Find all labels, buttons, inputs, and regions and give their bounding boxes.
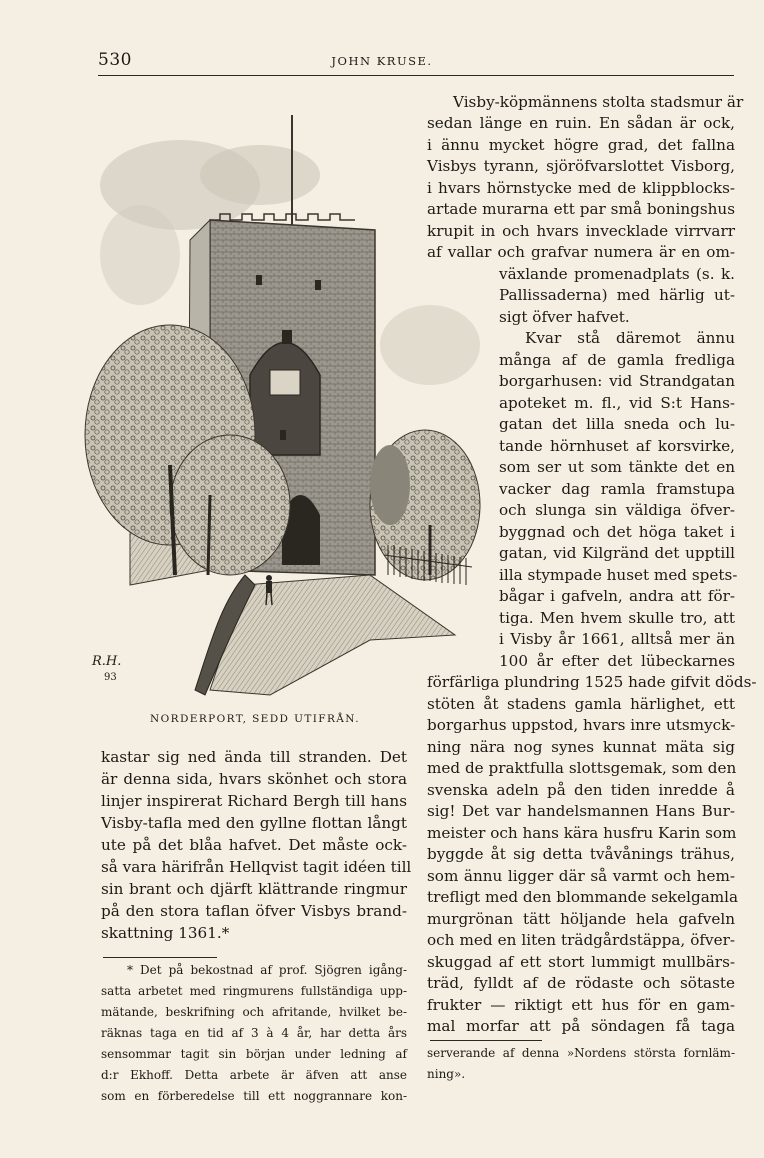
text-line: är denna sida, hvars skönhet och stora [101, 770, 407, 788]
artist-signature-year: 93 [104, 672, 117, 683]
text-line: på den stora taflan öfver Visbys brand- [101, 902, 407, 920]
text-line: med de praktfulla slottsgemak, som den [427, 759, 737, 777]
text-line: gatan det lilla sneda och lu- [499, 415, 735, 433]
text-line: sigt öfver hafvet. [499, 308, 630, 326]
text-line: kastar sig ned ända till stranden. Det [101, 748, 407, 766]
text-line: sedan länge en ruin. En sådan är ock, [427, 114, 735, 132]
text-line: trefligt med den blommande sekelgamla [427, 888, 739, 906]
text-line: 100 år efter det lübeckarnes [499, 652, 735, 670]
text-line: i ännu mycket högre grad, det fallna [427, 136, 735, 154]
text-line: apoteket m. fl., vid S:t Hans- [499, 394, 735, 412]
text-line: meister och hans kära husfru Karin som [427, 824, 737, 842]
text-line: linjer inspirerat Richard Bergh till hans [101, 792, 407, 810]
footnote-line: som en förberedelse till ett noggrannare kon- [101, 1089, 407, 1103]
text-line: Visby-köpmännens stolta stadsmur är [453, 93, 744, 111]
text-line: tande hörnhuset af korsvirke, [499, 437, 735, 455]
text-line: Visby-tafla med den gyllne flottan långt [101, 814, 407, 832]
text-line: ute på det blåa hafvet. Det måste ock- [101, 836, 407, 854]
footnote-line: * Det på bekostnad af prof. Sjögren igång- [127, 963, 407, 977]
text-line: krupit in och hvars invecklade virrvarr [427, 222, 735, 240]
text-line: som ännu ligger där så varmt och hem- [427, 867, 735, 885]
text-line: vacker dag ramla framstupa [499, 480, 735, 498]
text-line: bågar i gafveln, andra att för- [499, 587, 735, 605]
text-line: i hvars hörnstycke med de klippblocks- [427, 179, 735, 197]
figure-caption: NORDERPORT, SEDD UTIFRÅN. [150, 713, 360, 725]
footnote-line: satta arbetet med ringmurens fullständiga upp- [101, 984, 407, 998]
text-line: mal morfar att på söndagen få taga [427, 1017, 735, 1035]
text-line: växlande promenadplats (s. k. [499, 265, 735, 283]
text-line: byggde åt sig detta tvåvånings trähus, [427, 845, 735, 863]
text-line: förfärliga plundring 1525 hade gifvit döds- [427, 673, 757, 691]
text-line: byggnad och det höga taket i [499, 523, 735, 541]
footnote-line: ning». [427, 1067, 466, 1081]
page-number: 530 [98, 50, 132, 70]
text-line: Pallissaderna) med härlig ut- [499, 286, 735, 304]
text-line: i Visby år 1661, alltså mer än [499, 630, 735, 648]
text-line: gatan, vid Kilgränd det upptill [499, 544, 735, 562]
footnote-rule [103, 957, 217, 958]
text-line: ning nära nog synes kunnat mäta sig [427, 738, 735, 756]
text-line: många af de gamla fredliga [499, 351, 735, 369]
text-line: murgrönan tätt höljande hela gafveln [427, 910, 735, 928]
footnote-line: mätande, beskrifning och afritande, hvilket be- [101, 1005, 407, 1019]
text-line: som ser ut som tänkte det en [499, 458, 735, 476]
figure-distant [283, 548, 287, 562]
text-line: så vara härifrån Hellqvist tagit idéen till [101, 858, 412, 876]
text-line: tiga. Men hvem skulle tro, att [499, 609, 735, 627]
footnote-line: serverande af denna »Nordens största fornläm- [427, 1046, 735, 1060]
text-line: af vallar och grafvar numera är en om- [427, 243, 735, 261]
text-line: borgarhusen: vid Strandgatan [499, 372, 735, 390]
text-line: frukter — riktigt ett hus för en gam- [427, 996, 735, 1014]
text-line: sig! Det var handelsmannen Hans Bur- [427, 802, 735, 820]
trees-right [370, 430, 480, 580]
text-line: Kvar stå däremot ännu [525, 329, 735, 347]
text-line: och slunga sin väldiga öfver- [499, 501, 735, 519]
artist-signature: R.H. [92, 654, 122, 669]
text-line: svenska adeln på den tiden inredde å [427, 781, 735, 799]
text-line: borgarhus uppstod, hvars inre utsmyck- [427, 716, 736, 734]
text-line: skattning 1361.* [101, 924, 230, 942]
text-line: Visbys tyrann, sjöröfvarslottet Visborg, [427, 157, 735, 175]
text-line: artade murarna ett par små boningshus [427, 200, 735, 218]
footnote-line: sensommar tagit sin början under ledning af [101, 1047, 407, 1061]
footnote-line: d:r Ekhoff. Detta arbete är äfven att anse [101, 1068, 407, 1082]
text-line: illa stympade huset med spets- [499, 566, 738, 584]
header-rule [98, 75, 734, 76]
running-title: JOHN KRUSE. [331, 54, 433, 68]
text-line: träd, fylldt af de rödaste och sötaste [427, 974, 735, 992]
text-line: och med en liten trädgårdstäppa, öfver- [427, 931, 735, 949]
text-line: stöten åt stadens gamla härlighet, ett [427, 695, 735, 713]
footnote-continuation-rule [430, 1040, 542, 1041]
text-line: skuggad af ett stort lummigt mullbärs- [427, 953, 735, 971]
text-line: sin brant och djärft klättrande ringmur [101, 880, 407, 898]
footnote-line: räknas taga en tid af 3 à 4 år, har detta års [101, 1026, 407, 1040]
